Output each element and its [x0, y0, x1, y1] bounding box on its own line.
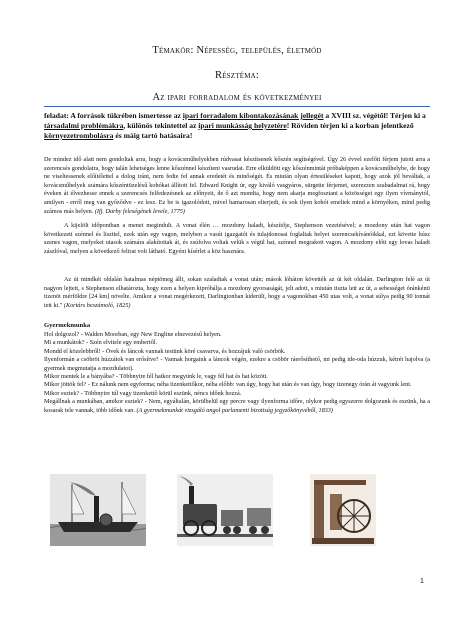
task-text-3: , különös tekintettel az — [123, 121, 199, 130]
source-railway-report — [44, 276, 430, 310]
interview-line-last — [44, 398, 430, 415]
source-citation: (Ifj. Darby feleségének levele, 1775) — [94, 207, 185, 215]
task-text-5: és máig tartó hatásaira! — [113, 131, 193, 140]
interview-line: Mikor mentek le a bányába? - Többnyire fél hatkor megyünk le, vagy fél hat és hat között. — [44, 373, 268, 381]
task-emphasis-3: ipari munkásság helyzetére — [198, 121, 287, 130]
source-citation: (Kortárs beszámoló, 1825) — [63, 301, 131, 309]
interview-line: Mondd el közelebbről! - Övek és láncok vannak testünk köré csavarva, és hozzájuk való csörbök. — [44, 347, 286, 355]
task-emphasis-1: ipari forradalom kibontakozásának jellegét — [182, 111, 324, 120]
interview-line: Mikor esztek? - Többnyire túl vagy tizenkettő körül eszünk, néncs időnk hozzá. — [44, 389, 242, 397]
locomotive-illustration — [177, 474, 273, 546]
task-text-2: a XVIII sz. végétől! Térjen ki a — [323, 111, 426, 120]
source-text: De mindez idő alatt nem gondoltak arra, hogy a kovácsműhelyekben rúdvasat készítsenek kőszén segítségével. Úgy 26 évvel ezelőtt férjem jutott arra a szerencsés gondolatra, hogy talán lehetséges lenne kőszénnel készíteni vasrudat. Erre elküldött egy kőszénmintát próbaképpen a kovácsműhelybe, de hogy ne viseltessenek előítélettel a dolog iránt, nem fedte fel annak eredetét és minőségét. És miután olyan értesüléseket kapott, hogy azok jól beváltak, a kovácsműhelyek számára kőszéntüzelésű kohókat állított fel. Edward Knight úr, egy kiváló vasgyáros, sürgette férjemet, szerezzen szabadalmat rá, hogy éveken át élvezhesse ennek a szerencsés felfedezésnek az előnyeit, de ő azt mondta, hogy nem akarja megfosztani a közösséget egy ilyen vívmánytól, amilyen - erről meg van győződve - ez lesz. Ez be is igazolódott, mivel hamarosan elterjedt, és sok ilyen kohót emeltek mind a környéken, mind pedig számos más helyen. — [44, 156, 430, 215]
source-text: A kijelölt időpontban a menet megindult. A vonat élén … mozdony haladt, készítője, Stephenson vezetésével; a mozdony után hat vagon következett szénnel és liszttel, ezek után egy vagon, melyben a vasút igazgatói és tulajdonosai foglaltak helyet szerencsekívánóikkal, ezt követte húsz szenes vagon, melyeket utasok számára alakítottak át, és zsúfolva voltak velük s végül hat, szénnel megrakott vagon. A mozdony előtt egy lovas haladt zászlóval, melyen a következő felirat volt látható. Egyéni kísérlet a köz hasznára. — [44, 222, 430, 255]
task-statement — [44, 111, 430, 141]
topic-heading: Témakör: Népesség, település, életmód — [152, 45, 322, 56]
source-text: Az út mindkét oldalán hatalmas néptömeg állt, sokan szaladtak a vonat után; mások lóháton követték az út két oldalán. Darlington felé az út nagyon lejtett, s Stephenson elhatározta, hogy ezen a helyen kipróbálja a mozdony gyorsaságát, jelt adott, s miután tiszta lett az út, a sebességet óránkénti tizenöt mérföldre [24 km] növelte. Amikor a vonat megérkezett, Darlingtonban kiderült, hogy a vagonokban 450 utas volt, a vonat súlya pedig 90 tonnát tett ki." — [44, 276, 430, 309]
task-emphasis-4: környezetrombolásra — [44, 131, 114, 140]
page-number: 1 — [420, 578, 424, 585]
interview-citation: (A gyermekmunkát vizsgáló angol parlamenti bizottság jegyzőkönyvéből, 1833) — [136, 406, 333, 414]
steam-engine-illustration — [310, 474, 376, 546]
title-divider — [44, 106, 430, 107]
task-text-4: ! Röviden térjen ki a korban jelentkező — [286, 121, 414, 130]
subtopic-label: Résztéma: — [215, 70, 259, 81]
interview-text: Megállnak a munkában, amikor esztek? - Nem, egyáltalán, körülbelül egy percre vagy ilyenforma időre, olykor pedig egyszerre dolgozunk és eszünk, ha a kosarak tele vannak, több időnk van. — [44, 398, 430, 414]
steamship-illustration — [50, 474, 146, 546]
task-emphasis-2: társadalmi problémákra — [44, 121, 124, 130]
task-text-1: feladat: A források tükrében ismertesse az — [44, 111, 183, 120]
interview-line: Hol dolgozol? - Walden Moorban, egy New Engline elnevezésű helyen. — [44, 331, 222, 338]
interview-line: Ilyenformán a csöbröt húzzátok van erősítve? - Vannak horgaink a láncok végén, ezekre a csöbör ráerősíthető, mi pedig ide-oda húzzuk, kétrét hajolva (a gyermek megmutatja a mozdulatot). — [44, 356, 430, 372]
interview-line: Mikor jöttök fel? - Ez nálunk nem egyforma; néha tizenkettőkor, néha előbb: van úgy, hogy hat után és van úgy, hogy tizenegy órán át vagyunk lent. — [44, 381, 412, 389]
source-darby-letter — [44, 156, 430, 216]
interview-line: Mi a munkátok? - Szén elvitele egy embertől. — [44, 339, 158, 347]
child-labor-heading: Gyermekmunka — [44, 322, 91, 329]
source-railway-opening — [44, 222, 430, 256]
child-labor-interview — [44, 331, 430, 415]
subtopic-title: Az ipari forradalom és következményei — [152, 92, 322, 103]
